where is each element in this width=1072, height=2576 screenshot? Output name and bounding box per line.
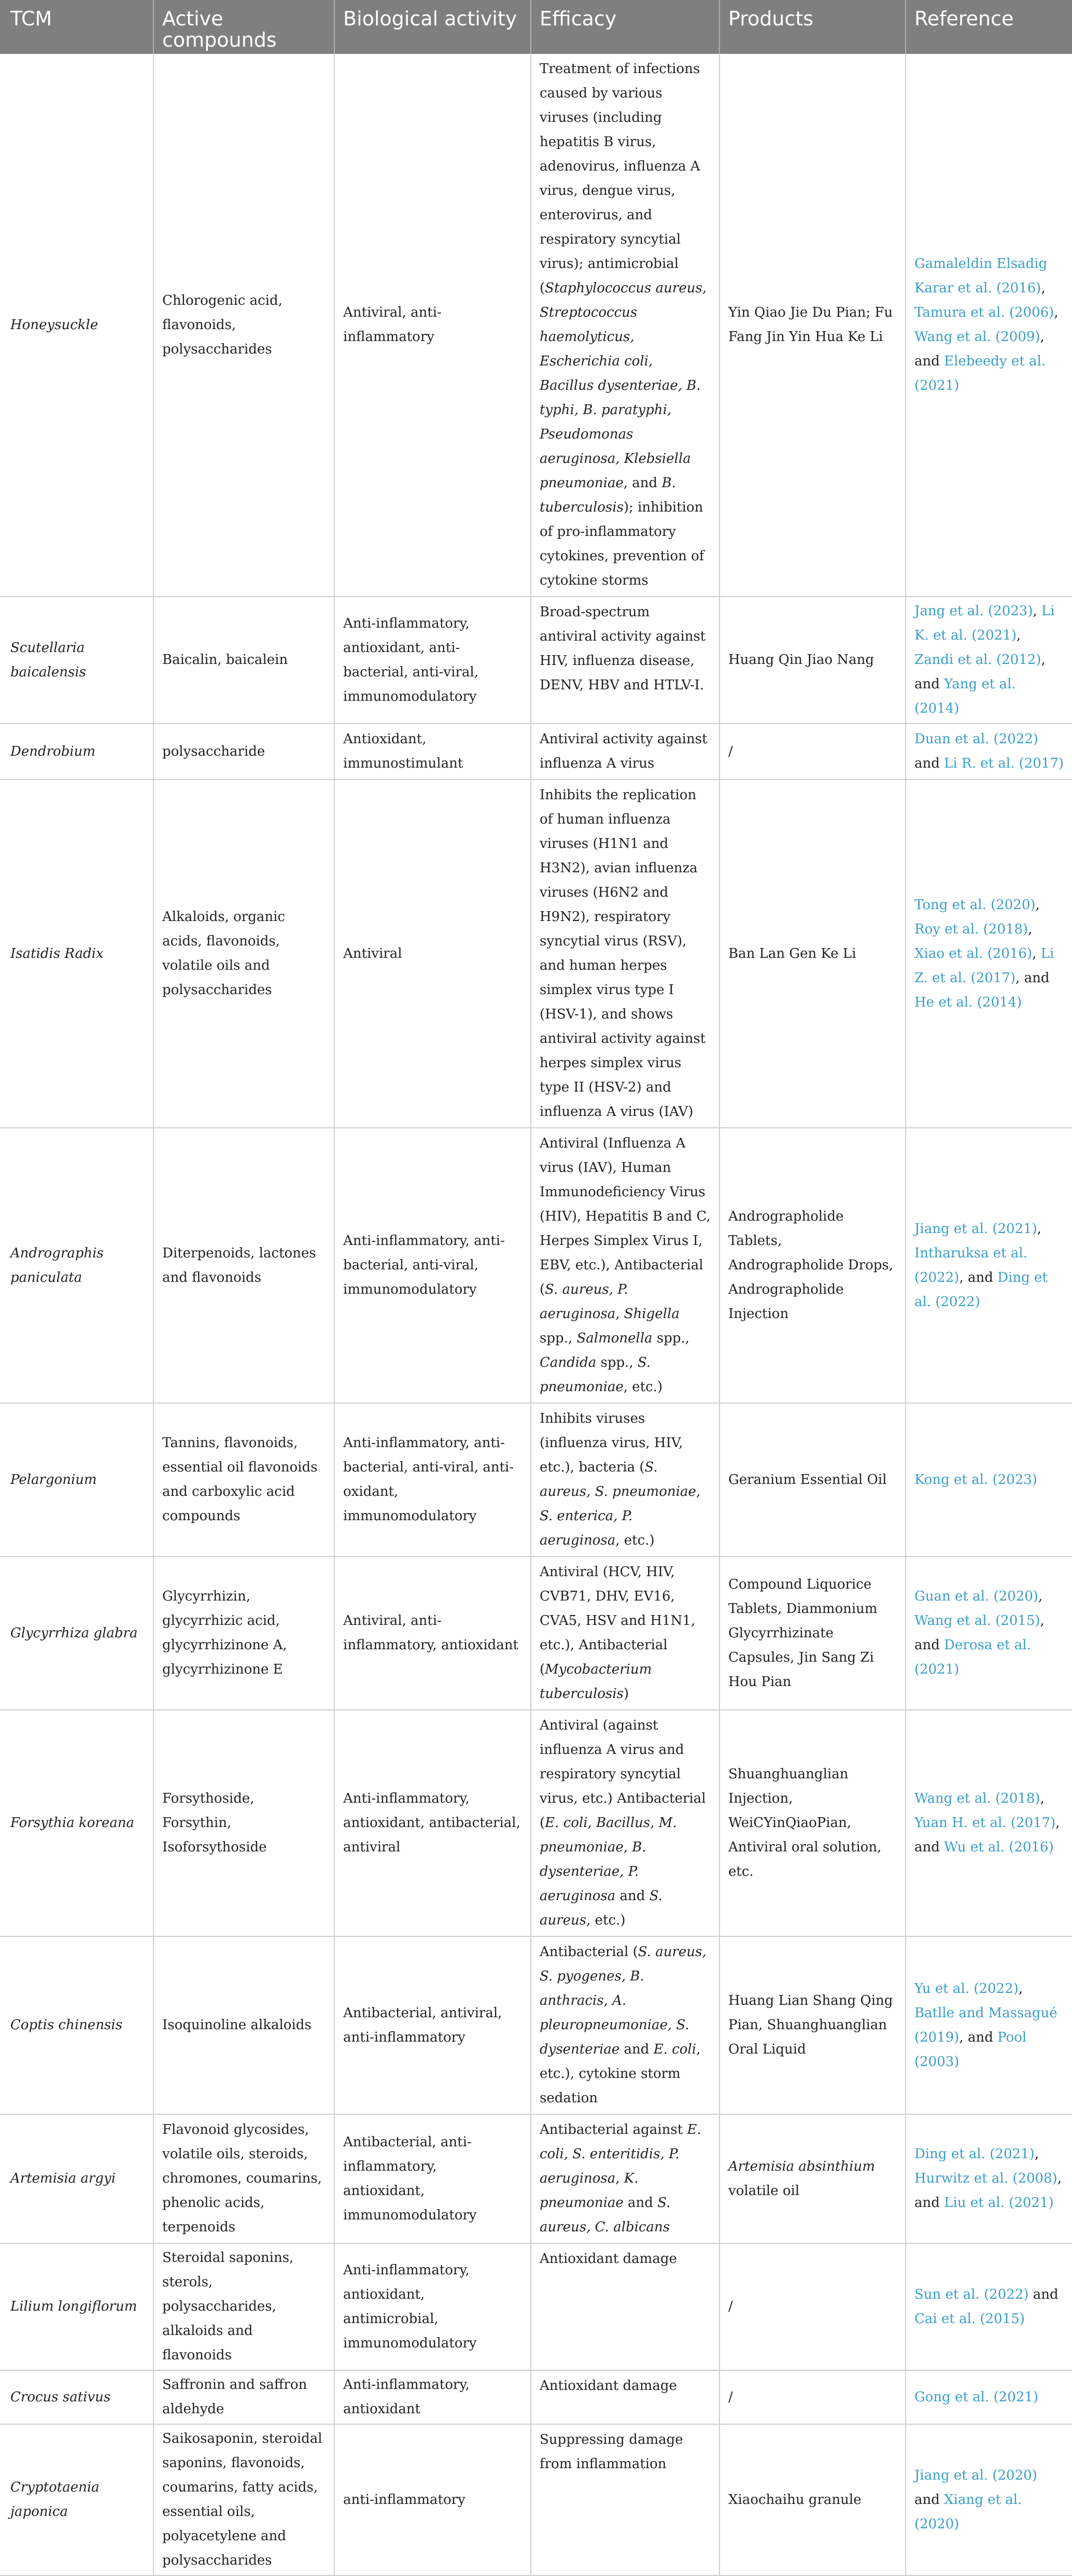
products-cell: / bbox=[720, 2243, 906, 2370]
table-row bbox=[0, 1128, 1072, 1403]
tcm-cell: Forsythia koreana bbox=[0, 1710, 153, 1936]
active-compounds-cell: Steroidal saponins, sterols, polysaccharides, alkaloids and flavonoids bbox=[153, 2243, 334, 2370]
tcm-cell: Isatidis Radix bbox=[0, 780, 153, 1128]
reference-link[interactable]: Elebeedy et al. (2021) bbox=[914, 353, 1046, 393]
reference-link[interactable]: Tamura et al. (2006) bbox=[914, 305, 1054, 320]
tcm-cell: Coptis chinensis bbox=[0, 1936, 153, 2114]
tcm-cell: Andrographis paniculata bbox=[0, 1128, 153, 1403]
reference-cell bbox=[906, 597, 1072, 724]
biological-activity-cell: Antiviral, anti-inflammatory bbox=[334, 54, 531, 597]
efficacy-cell bbox=[531, 1128, 720, 1403]
reference-link[interactable]: He et al. (2014) bbox=[914, 994, 1022, 1010]
reference-link[interactable]: Sun et al. (2022) bbox=[914, 2286, 1029, 2302]
product-text: volatile oil bbox=[728, 2183, 800, 2199]
biological-activity-cell: Anti-inflammatory, antioxidant bbox=[334, 2370, 531, 2424]
reference-separator: and bbox=[914, 2492, 944, 2508]
efficacy-text: and bbox=[619, 2042, 654, 2057]
reference-separator: , bbox=[1037, 1221, 1042, 1237]
reference-link[interactable]: Batlle and Massagué (2019) bbox=[914, 2005, 1057, 2045]
biological-activity-cell: Anti-inflammatory, anti-bacterial, anti-viral, immunomodulatory bbox=[334, 1128, 531, 1403]
reference-link[interactable]: Yuan H. et al. (2017) bbox=[914, 1815, 1056, 1831]
efficacy-text: , etc.) bbox=[586, 1913, 626, 1928]
reference-link[interactable]: Roy et al. (2018) bbox=[914, 921, 1028, 937]
reference-link[interactable]: Derosa et al. (2021) bbox=[914, 1637, 1031, 1677]
reference-separator: , and bbox=[914, 2171, 1062, 2211]
reference-link[interactable]: Tong et al. (2020) bbox=[914, 897, 1036, 913]
reference-link[interactable]: Hurwitz et al. (2008) bbox=[914, 2171, 1057, 2186]
tcm-cell: Lilium longiflorum bbox=[0, 2243, 153, 2370]
biological-activity-cell: Antibacterial, antiviral, anti-inflammatory bbox=[334, 1936, 531, 2114]
reference-cell bbox=[906, 2424, 1072, 2575]
tcm-cell: Scutellaria baicalensis bbox=[0, 597, 153, 724]
reference-cell bbox=[906, 724, 1072, 780]
reference-link[interactable]: Intharuksa et al. (2022) bbox=[914, 1245, 1027, 1285]
reference-cell bbox=[906, 1710, 1072, 1936]
reference-separator: , bbox=[1034, 2146, 1039, 2162]
species-name: Salmonella bbox=[576, 1331, 653, 1346]
table-row bbox=[0, 597, 1072, 724]
efficacy-text: , etc.), cytokine storm sedation bbox=[540, 2042, 701, 2106]
reference-link[interactable]: Wu et al. (2016) bbox=[944, 1839, 1054, 1855]
reference-cell bbox=[906, 2243, 1072, 2370]
efficacy-text: Antiviral (Influenza A virus (IAV), Human Immunodeficiency Virus (HIV), Hepatitis B and C, Herpes Simplex Virus I, EBV, etc.), Antibacterial ( bbox=[540, 1136, 711, 1297]
table-row bbox=[0, 1403, 1072, 1556]
species-name: S. pneumoniae bbox=[540, 1355, 651, 1395]
efficacy-cell bbox=[531, 54, 720, 597]
products-cell: Andrographolide Tablets, Andrographolide Drops, Andrographolide Injection bbox=[720, 1128, 906, 1403]
efficacy-cell bbox=[531, 2370, 720, 2424]
efficacy-text: spp., bbox=[652, 1331, 690, 1346]
tcm-cell: Dendrobium bbox=[0, 724, 153, 780]
species-name: Mycobacterium tuberculosis bbox=[540, 1662, 652, 1702]
reference-cell bbox=[906, 1936, 1072, 2114]
efficacy-text: Antibacterial against bbox=[540, 2122, 687, 2138]
reference-link[interactable]: Li Z. et al. (2017) bbox=[914, 945, 1054, 986]
reference-link[interactable]: Pool (2003) bbox=[914, 2029, 1027, 2070]
efficacy-cell bbox=[531, 780, 720, 1128]
active-compounds-cell: Flavonoid glycosides, volatile oils, steroids, chromones, coumarins, phenolic acids, terpenoids bbox=[153, 2114, 334, 2243]
active-compounds-cell: Baicalin, baicalein bbox=[153, 597, 334, 724]
column-header-products: Products bbox=[720, 0, 906, 54]
reference-cell bbox=[906, 2114, 1072, 2243]
efficacy-text: and bbox=[615, 1888, 650, 1904]
product-species-name: Artemisia absinthium bbox=[728, 2158, 875, 2174]
reference-separator: , bbox=[1054, 305, 1059, 320]
table-row bbox=[0, 2370, 1072, 2424]
species-name: E. coli bbox=[653, 2042, 697, 2057]
table-row bbox=[0, 1710, 1072, 1936]
reference-separator: , bbox=[1038, 1589, 1043, 1604]
biological-activity-cell: Anti-inflammatory, anti-bacterial, anti-viral, anti-oxidant, immunomodulatory bbox=[334, 1403, 531, 1556]
active-compounds-cell: Isoquinoline alkaloids bbox=[153, 1936, 334, 2114]
biological-activity-cell: Antiviral, anti-inflammatory, antioxidant bbox=[334, 1556, 531, 1710]
efficacy-cell bbox=[531, 724, 720, 780]
header-row bbox=[0, 0, 1072, 54]
active-compounds-cell: Glycyrrhizin, glycyrrhizic acid, glycyrrhizinone A, glycyrrhizinone E bbox=[153, 1556, 334, 1710]
column-header-active-compounds: Active compounds bbox=[153, 0, 334, 54]
reference-separator: , bbox=[1035, 897, 1040, 913]
products-cell: / bbox=[720, 724, 906, 780]
tcm-cell: Artemisia argyi bbox=[0, 2114, 153, 2243]
table-row bbox=[0, 2243, 1072, 2370]
products-cell bbox=[720, 2114, 906, 2243]
biological-activity-cell: Anti-inflammatory, antioxidant, antimicrobial, immunomodulatory bbox=[334, 2243, 531, 2370]
efficacy-text: Antiviral (against influenza A virus and respiratory syncytial virus, etc.) Antibacterial ( bbox=[540, 1718, 706, 1831]
tcm-cell: Pelargonium bbox=[0, 1403, 153, 1556]
efficacy-text: Antioxidant damage bbox=[540, 2378, 677, 2394]
species-name: Candida bbox=[540, 1355, 597, 1370]
efficacy-cell bbox=[531, 1710, 720, 1936]
reference-separator: , and bbox=[914, 1613, 1045, 1653]
reference-separator: and bbox=[1028, 2286, 1059, 2302]
efficacy-text: and bbox=[623, 2195, 658, 2211]
efficacy-cell bbox=[531, 2243, 720, 2370]
column-header-biological-activity: Biological activity bbox=[334, 0, 531, 54]
reference-link[interactable]: Zandi et al. (2012) bbox=[914, 652, 1041, 668]
active-compounds-cell: Alkaloids, organic acids, flavonoids, volatile oils and polysaccharides bbox=[153, 780, 334, 1128]
active-compounds-cell: Saikosaponin, steroidal saponins, flavonoids, coumarins, fatty acids, essential oils, polyacetylene and polysaccharides bbox=[153, 2424, 334, 2575]
reference-separator: , and bbox=[959, 1269, 998, 1285]
products-cell: Shuanghuanglian Injection, WeiCYinQiaoPian, Antiviral oral solution, etc. bbox=[720, 1710, 906, 1936]
tcm-cell: Crocus sativus bbox=[0, 2370, 153, 2424]
table-row bbox=[0, 2424, 1072, 2575]
reference-separator: , bbox=[1033, 603, 1042, 619]
table-row bbox=[0, 1936, 1072, 2114]
reference-cell bbox=[906, 780, 1072, 1128]
reference-separator: , bbox=[1040, 1791, 1045, 1806]
species-name: S. aureus, S. pyogenes, B. anthracis, A. pleuropneumoniae, S. dysenteriae bbox=[540, 1944, 707, 2057]
active-compounds-cell: Tannins, flavonoids, essential oil flavonoids and carboxylic acid compounds bbox=[153, 1403, 334, 1556]
tcm-cell: Honeysuckle bbox=[0, 54, 153, 597]
species-name: Staphylococcus aureus, Streptococcus haemolyticus, Escherichia coli, Bacillus dysenteriae, B. typhi, B. paratyphi, Pseudomonas aeruginosa, Klebsiella pneumoniae bbox=[540, 280, 707, 491]
reference-link[interactable]: Wang et al. (2009) bbox=[914, 329, 1040, 345]
active-compounds-cell: Diterpenoids, lactones and flavonoids bbox=[153, 1128, 334, 1403]
products-cell: Compound Liquorice Tablets, Diammonium Glycyrrhizinate Capsules, Jin Sang Zi Hou Pian bbox=[720, 1556, 906, 1710]
reference-link[interactable]: Xiao et al. (2016) bbox=[914, 945, 1033, 961]
reference-separator: , and bbox=[914, 1815, 1060, 1855]
efficacy-text: Antiviral (HCV, HIV, CVB71, DHV, EV16, CVA5, HSV and H1N1, etc.), Antibacterial ( bbox=[540, 1564, 696, 1677]
efficacy-cell bbox=[531, 2424, 720, 2575]
reference-separator: , bbox=[1041, 280, 1046, 296]
reference-cell bbox=[906, 54, 1072, 597]
reference-cell bbox=[906, 1128, 1072, 1403]
species-name: S. aureus, S. pneumoniae, S. enterica, P. aeruginosa bbox=[540, 1460, 701, 1548]
efficacy-text: , etc.) bbox=[623, 1379, 663, 1395]
column-header-tcm: TCM bbox=[0, 0, 153, 54]
reference-separator: , bbox=[1016, 628, 1021, 643]
products-cell: Huang Lian Shang Qing Pian, Shuanghuanglian Oral Liquid bbox=[720, 1936, 906, 2114]
products-cell: / bbox=[720, 2370, 906, 2424]
biological-activity-cell: Antibacterial, anti-inflammatory, antioxidant, immunomodulatory bbox=[334, 2114, 531, 2243]
biological-activity-cell: Antiviral bbox=[334, 780, 531, 1128]
efficacy-text: ); inhibition of pro-inflammatory cytokines, prevention of cytokine storms bbox=[540, 500, 704, 588]
efficacy-text: spp., bbox=[596, 1355, 638, 1370]
products-cell: Geranium Essential Oil bbox=[720, 1403, 906, 1556]
reference-separator: , and bbox=[914, 652, 1046, 692]
efficacy-text: Inhibits viruses (influenza virus, HIV, etc.), bacteria ( bbox=[540, 1411, 683, 1475]
efficacy-cell bbox=[531, 1936, 720, 2114]
reference-link[interactable]: Liu et al. (2021) bbox=[944, 2195, 1054, 2211]
table-row bbox=[0, 1556, 1072, 1710]
table-header bbox=[0, 0, 1072, 54]
products-cell: Huang Qin Jiao Nang bbox=[720, 597, 906, 724]
reference-link[interactable]: Wang et al. (2018) bbox=[914, 1791, 1040, 1806]
table-row bbox=[0, 2114, 1072, 2243]
reference-link[interactable]: Gamaleldin Elsadig Karar et al. (2016) bbox=[914, 256, 1048, 296]
reference-link[interactable]: Gong et al. (2021) bbox=[914, 2389, 1038, 2405]
reference-link[interactable]: Ding et al. (2021) bbox=[914, 2146, 1035, 2162]
efficacy-text: Antiviral activity against influenza A virus bbox=[540, 731, 708, 771]
biological-activity-cell: Anti-inflammatory, antioxidant, anti-bacterial, anti-viral, immunomodulatory bbox=[334, 597, 531, 724]
products-cell: Ban Lan Gen Ke Li bbox=[720, 780, 906, 1128]
efficacy-text: , etc.) bbox=[615, 1533, 655, 1548]
efficacy-text: Antibacterial ( bbox=[540, 1944, 638, 1960]
reference-link[interactable]: Kong et al. (2023) bbox=[914, 1471, 1037, 1488]
species-name: S. aureus, P. aeruginosa, Shigella bbox=[540, 1282, 680, 1322]
biological-activity-cell: anti-inflammatory bbox=[334, 2424, 531, 2575]
active-compounds-cell: Chlorogenic acid, flavonoids, polysaccharides bbox=[153, 54, 334, 597]
reference-separator: , and bbox=[959, 2029, 998, 2045]
species-name: E. coli, Bacillus, M. pneumoniae, B. dysenteriae, P. aeruginosa bbox=[540, 1815, 677, 1904]
reference-link[interactable]: Cai et al. (2015) bbox=[914, 2311, 1025, 2327]
reference-link[interactable]: Li K. et al. (2021) bbox=[914, 603, 1055, 643]
efficacy-text: Inhibits the replication of human influenza viruses (H1N1 and H3N2), avian influenza viruses (H6N2 and H9N2), respiratory syncytial virus (RSV), and human herpes simplex virus type I (HSV-1), and shows antiviral activity against herpes simplex virus type II (HSV-2) and influenza A virus (IAV) bbox=[540, 787, 706, 1120]
active-compounds-cell: Saffronin and saffron aldehyde bbox=[153, 2370, 334, 2424]
reference-link[interactable]: Jiang et al. (2020) bbox=[914, 2467, 1037, 2483]
reference-link[interactable]: Yang et al. (2014) bbox=[914, 676, 1016, 716]
efficacy-text: ) bbox=[623, 1686, 629, 1702]
reference-separator: , bbox=[1032, 945, 1041, 961]
species-name: E. coli, S. enteritidis, P. aeruginosa, K. pneumoniae bbox=[540, 2122, 701, 2211]
table-row bbox=[0, 724, 1072, 780]
reference-link[interactable]: Guan et al. (2020) bbox=[914, 1589, 1038, 1604]
table-body bbox=[0, 54, 1072, 2575]
reference-link[interactable]: Yu et al. (2022) bbox=[914, 1980, 1019, 1997]
reference-separator: , bbox=[1028, 921, 1033, 937]
efficacy-cell bbox=[531, 597, 720, 724]
efficacy-text: Treatment of infections caused by various viruses (including hepatitis B virus, adenovirus, influenza A virus, dengue virus, enterovirus, and respiratory syncytial virus); antimicrobial ( bbox=[540, 61, 700, 296]
tcm-cell: Cryptotaenia japonica bbox=[0, 2424, 153, 2575]
biological-activity-cell: Anti-inflammatory, antioxidant, antibacterial, antiviral bbox=[334, 1710, 531, 1936]
table-row bbox=[0, 780, 1072, 1128]
species-name: S. aureus bbox=[540, 1888, 662, 1928]
species-name: B. tuberculosis bbox=[540, 475, 676, 515]
biological-activity-cell: Antioxidant, immunostimulant bbox=[334, 724, 531, 780]
reference-link[interactable]: Xiang et al. (2020) bbox=[914, 2492, 1022, 2532]
reference-separator: , bbox=[1018, 1980, 1023, 1997]
active-compounds-cell: polysaccharide bbox=[153, 724, 334, 780]
efficacy-cell bbox=[531, 2114, 720, 2243]
tcm-cell: Glycyrrhiza glabra bbox=[0, 1556, 153, 1710]
reference-link[interactable]: Wang et al. (2015) bbox=[914, 1613, 1040, 1629]
active-compounds-cell: Forsythoside, Forsythin, Isoforsythoside bbox=[153, 1710, 334, 1936]
reference-link[interactable]: Duan et al. (2022) bbox=[914, 731, 1039, 747]
reference-cell bbox=[906, 1403, 1072, 1556]
reference-cell bbox=[906, 1556, 1072, 1710]
reference-separator: and bbox=[914, 756, 944, 771]
reference-separator: , and bbox=[914, 329, 1045, 369]
reference-link[interactable]: Li R. et al. (2017) bbox=[944, 756, 1064, 771]
reference-link[interactable]: Jiang et al. (2021) bbox=[914, 1221, 1037, 1237]
efficacy-text: Broad-spectrum antiviral activity against HIV, influenza disease, DENV, HBV and HTLV-I. bbox=[540, 604, 706, 693]
efficacy-text: spp., bbox=[540, 1331, 577, 1346]
efficacy-cell bbox=[531, 1403, 720, 1556]
efficacy-text: , and bbox=[623, 475, 662, 491]
efficacy-text: Antioxidant damage bbox=[540, 2251, 677, 2267]
species-name: S. aureus, C. albicans bbox=[540, 2195, 671, 2235]
reference-link[interactable]: Ding et al. (2022) bbox=[914, 1269, 1048, 1310]
reference-cell bbox=[906, 2370, 1072, 2424]
column-header-reference: Reference bbox=[906, 0, 1072, 54]
efficacy-cell bbox=[531, 1556, 720, 1710]
column-header-efficacy: Efficacy bbox=[531, 0, 720, 54]
reference-link[interactable]: Jang et al. (2023) bbox=[914, 603, 1033, 619]
products-cell: Xiaochaihu granule bbox=[720, 2424, 906, 2575]
efficacy-text: Suppressing damage from inflammation bbox=[540, 2432, 683, 2472]
reference-separator: , and bbox=[1015, 970, 1050, 986]
products-cell: Yin Qiao Jie Du Pian; Fu Fang Jin Yin Hua Ke Li bbox=[720, 54, 906, 597]
table-row bbox=[0, 54, 1072, 597]
